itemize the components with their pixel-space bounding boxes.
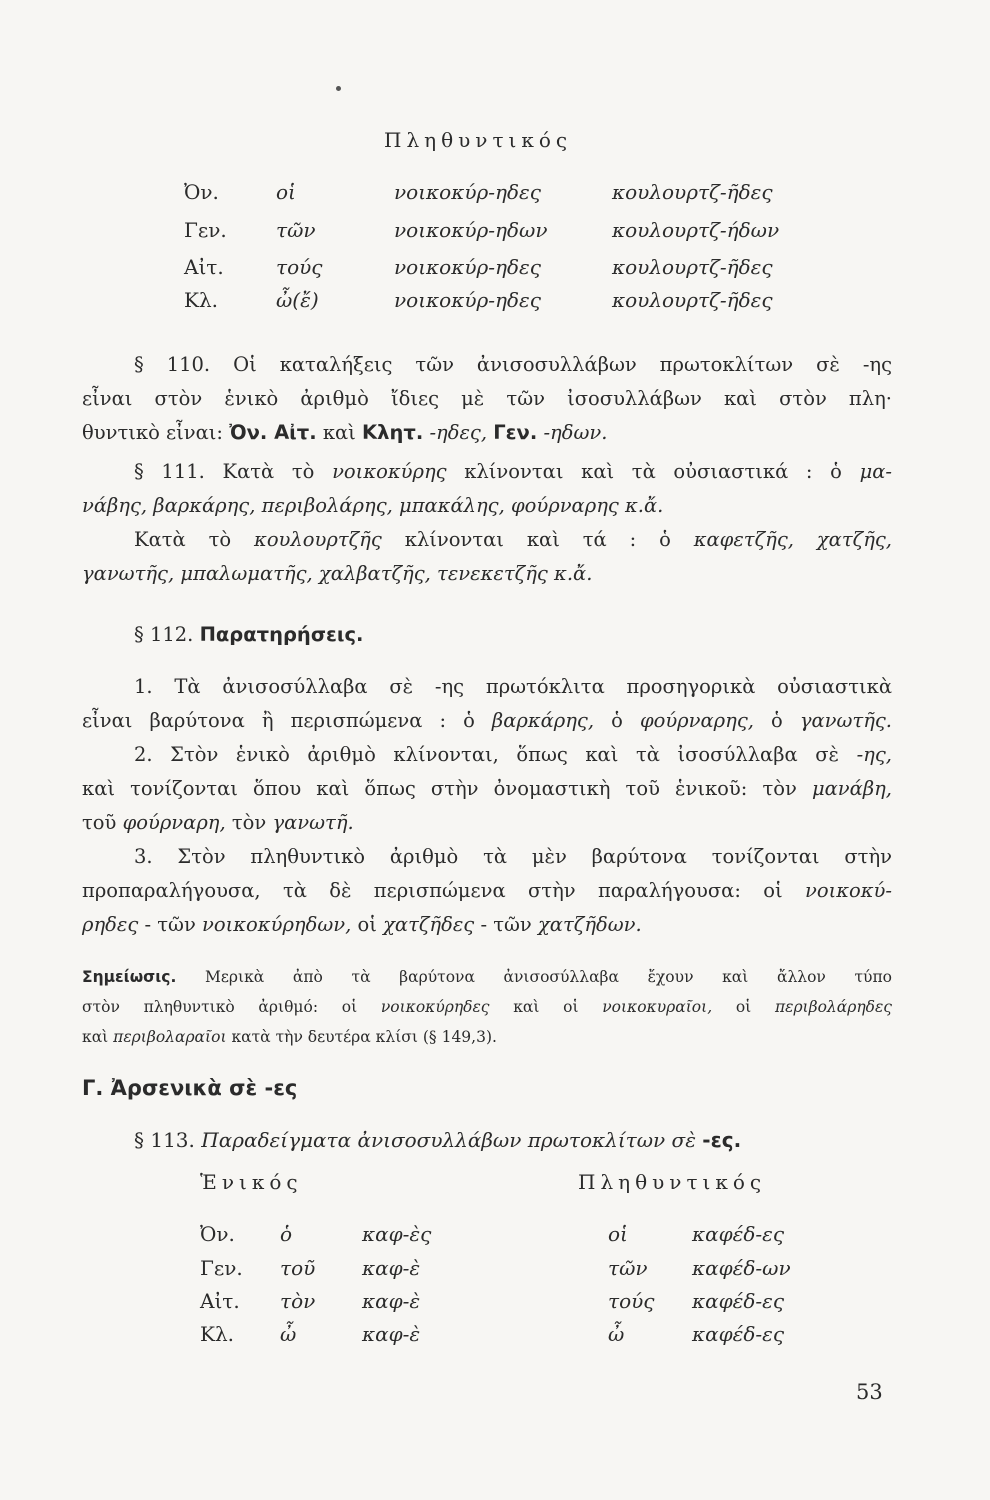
form-singular: καφ-ὲς xyxy=(362,1222,432,1246)
section-110: § 110. Οἱ καταλήξεις τῶν ἀνισοσυλλάβων πρωτοκλίτων σὲ -ης εἶναι στὸν ἑνικὸ ἀριθμὸ ἴδιες μὲ τῶν ἰσοσυλλάβων καὶ στὸν πλη· θυντικὸ εἶναι: Ὀν. Αἰτ. καὶ Κλητ. -ηδες, Γεν. -ηδων. xyxy=(82,353,893,444)
article-singular: ὦ xyxy=(280,1322,297,1346)
form-plural: καφέδ-ων xyxy=(692,1256,791,1280)
section-number: § 112. xyxy=(134,623,194,646)
form-noikokyris: νοικοκύρ-ηδες xyxy=(394,255,541,279)
case-label: Αἰτ. xyxy=(200,1289,240,1313)
plural-table-heading: Πληθυντικός xyxy=(384,128,573,152)
article-plural: τῶν xyxy=(608,1256,648,1280)
form-singular: καφ-ὲ xyxy=(362,1322,421,1346)
article: τῶν xyxy=(276,218,316,242)
article-plural: τούς xyxy=(608,1289,655,1313)
note: Σημείωσις. Μερικὰ ἀπὸ τὰ βαρύτονα ἀνισοσύλλαβα ἔχουν καὶ ἄλλον τύπο στὸν πληθυντικὸ ἀριθμό: οἱ νοικοκύρηδες καὶ οἱ νοικοκυραῖοι, οἱ περιβολάρηδες καὶ περιβολαραῖοι κατὰ τὴν δευτέρα κλίσι (§ 149,3). xyxy=(82,968,892,1046)
section-111: § 111. Κατὰ τὸ νοικοκύρης κλίνονται καὶ τὰ οὐσιαστικά : ὁ μα- νάβης, βαρκάρης, περιβολάρης, μπακάλης, φούρναρης κ.ἄ. Κατὰ τὸ κουλουρτζῆς κλίνονται καὶ τά : ὁ καφετζῆς, χατζῆς, γανωτῆς, μπαλωματῆς, χαλβατζῆς, τενεκετζῆς κ.ἄ. xyxy=(82,460,893,585)
case-label: Ὀν. xyxy=(200,1222,235,1246)
article: ὦ(ἔ) xyxy=(276,288,319,312)
article-plural: οἱ xyxy=(608,1222,628,1246)
section-heading-g: Γ. Ἀρσενικὰ σὲ -ες xyxy=(82,1076,298,1100)
section-title: Παρατηρήσεις. xyxy=(199,623,364,646)
article-singular: τοῦ xyxy=(280,1256,316,1280)
case-label: Αἰτ. xyxy=(184,255,224,279)
article-singular: ὁ xyxy=(280,1222,293,1246)
form-singular: καφ-ὲ xyxy=(362,1289,421,1313)
form-singular: καφ-ὲ xyxy=(362,1256,421,1280)
page-number: 53 xyxy=(856,1380,883,1404)
singular-heading: Ἑνικός xyxy=(200,1170,303,1194)
observations: 1. Τὰ ἀνισοσύλλαβα σὲ -ης πρωτόκλιτα προσηγορικὰ οὐσιαστικὰ εἶναι βαρύτονα ἢ περισπώμενα : ὁ βαρκάρης, ὁ φούρναρης, ὁ γανωτῆς. 2. Στὸν ἑνικὸ ἀριθμὸ κλίνονται, ὅπως καὶ τὰ ἰσοσύλλαβα σὲ -ης, καὶ τονίζονται ὅπου καὶ ὅπως στὴν ὀνομαστικὴ τοῦ ἑνικοῦ: τὸν μανάβη, τοῦ φούρναρη, τὸν γανωτῆ. 3. Στὸν πληθυντικὸ ἀριθμὸ τὰ μὲν βαρύτονα τονίζονται στὴν προπαραλήγουσα, τὰ δὲ περισπώμενα στὴν παραλήγουσα: οἱ νοικοκύ- ρηδες - τῶν νοικοκύρηδων, οἱ χατζῆδες - τῶν χατζῆδων. xyxy=(82,675,892,936)
form-koulourtzis: κουλουρτζ-ῆδες xyxy=(612,255,773,279)
note-label: Σημείωσις. xyxy=(82,968,177,986)
section-number: § 113. xyxy=(134,1128,195,1152)
section-113: § 113. Παραδείγματα ἀνισοσυλλάβων πρωτοκλίτων σὲ -ες. xyxy=(134,1128,742,1152)
form-plural: καφέδ-ες xyxy=(692,1222,785,1246)
form-plural: καφέδ-ες xyxy=(692,1289,785,1313)
form-koulourtzis: κουλουρτζ-ῆδες xyxy=(612,288,773,312)
plural-heading: Πληθυντικός xyxy=(578,1170,767,1194)
form-noikokyris: νοικοκύρ-ηδες xyxy=(394,288,541,312)
ink-dot xyxy=(336,86,341,91)
form-noikokyris: νοικοκύρ-ηδες xyxy=(394,180,541,204)
case-label: Κλ. xyxy=(184,288,218,312)
case-label: Κλ. xyxy=(200,1322,234,1346)
article: τούς xyxy=(276,255,323,279)
form-koulourtzis: κουλουρτζ-ήδων xyxy=(612,218,780,242)
article: οἱ xyxy=(276,180,296,204)
article-singular: τὸν xyxy=(280,1289,316,1313)
section-number: § 111. xyxy=(134,460,205,483)
section-112 xyxy=(82,618,892,652)
case-label: Γεν. xyxy=(184,218,227,242)
article-plural: ὦ xyxy=(608,1322,625,1346)
form-plural: καφέδ-ες xyxy=(692,1322,785,1346)
form-noikokyris: νοικοκύρ-ηδων xyxy=(394,218,548,242)
section-number: § 110. xyxy=(134,353,211,376)
form-koulourtzis: κουλουρτζ-ῆδες xyxy=(612,180,773,204)
case-label: Γεν. xyxy=(200,1256,243,1280)
case-label: Ὀν. xyxy=(184,180,219,204)
